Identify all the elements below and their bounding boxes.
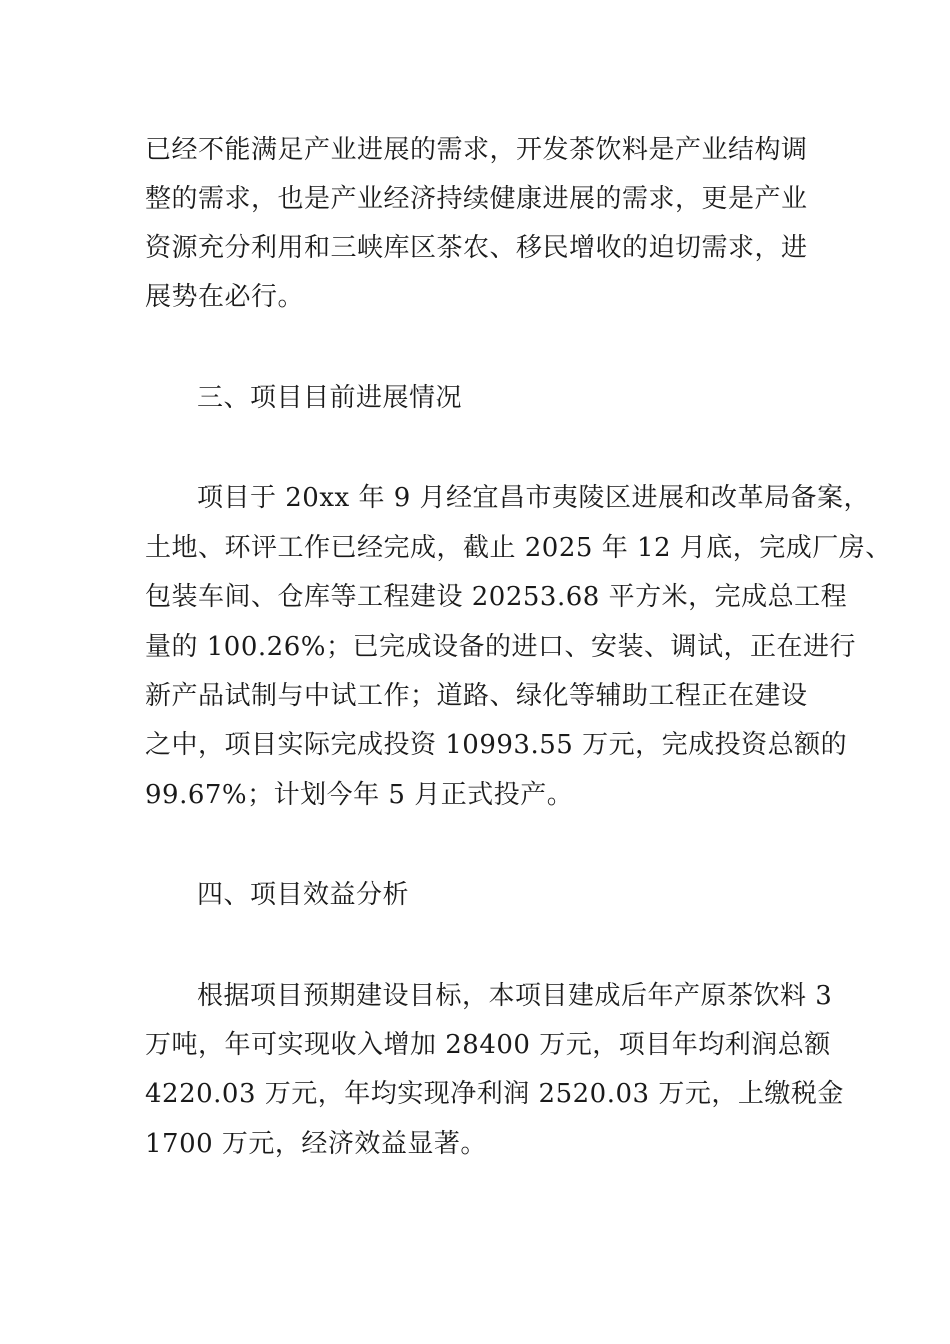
section-heading-4: 四、项目效益分析 <box>197 880 410 910</box>
text-line: 之中，项目实际完成投资 10993.55 万元，完成投资总额的 <box>145 730 848 760</box>
text-line: 4220.03 万元，年均实现净利润 2520.03 万元，上缴税金 <box>145 1079 844 1109</box>
text-line: 资源充分利用和三峡库区茶农、移民增收的迫切需求，进 <box>145 233 808 263</box>
text-line: 项目于 20xx 年 9 月经宜昌市夷陵区进展和改革局备案， <box>197 483 871 513</box>
text-line: 已经不能满足产业进展的需求，开发茶饮料是产业结构调 <box>145 135 808 165</box>
text-line: 土地、环评工作已经完成，截止 2025 年 12 月底，完成厂房、 <box>145 533 892 563</box>
section-heading-3: 三、项目目前进展情况 <box>197 383 463 413</box>
text-line: 包装车间、仓库等工程建设 20253.68 平方米，完成总工程 <box>145 582 848 612</box>
text-line: 1700 万元，经济效益显著。 <box>145 1129 487 1159</box>
text-line: 展势在必行。 <box>145 282 305 312</box>
text-line: 万吨，年可实现收入增加 28400 万元，项目年均利润总额 <box>145 1030 831 1060</box>
text-line: 整的需求，也是产业经济持续健康进展的需求，更是产业 <box>145 184 808 214</box>
text-line: 根据项目预期建设目标，本项目建成后年产原茶饮料 3 <box>197 981 833 1011</box>
text-line: 量的 100.26%；已完成设备的进口、安装、调试，正在进行 <box>145 632 856 662</box>
text-line: 99.67%；计划今年 5 月正式投产。 <box>145 780 574 810</box>
text-line: 新产品试制与中试工作；道路、绿化等辅助工程正在建设 <box>145 681 808 711</box>
